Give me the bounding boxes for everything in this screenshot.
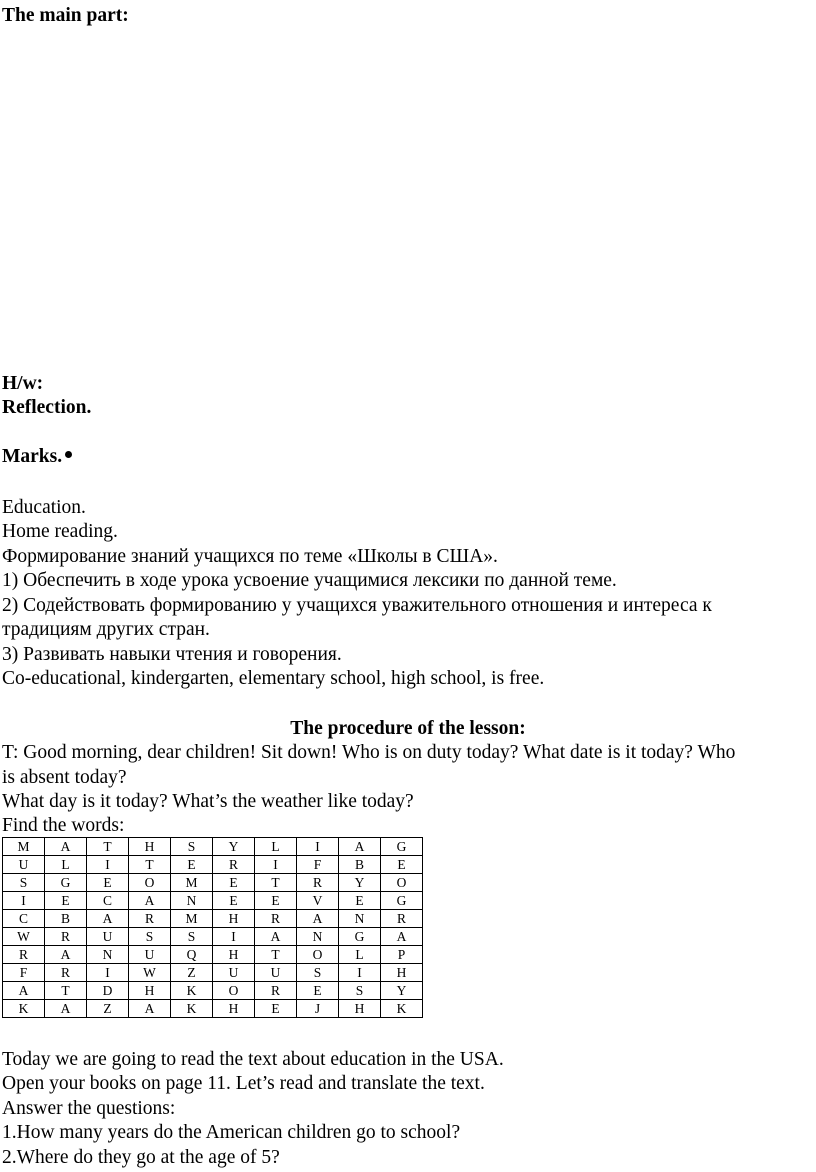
grid-cell: W bbox=[3, 928, 45, 946]
grid-cell: R bbox=[297, 874, 339, 892]
grid-row bbox=[3, 892, 423, 910]
grid-cell: Y bbox=[339, 874, 381, 892]
grid-cell: A bbox=[297, 910, 339, 928]
grid-cell: S bbox=[3, 874, 45, 892]
grid-cell: R bbox=[45, 964, 87, 982]
grid-cell: H bbox=[213, 946, 255, 964]
grid-cell: O bbox=[297, 946, 339, 964]
grid-row bbox=[3, 856, 423, 874]
grid-cell: C bbox=[3, 910, 45, 928]
grid-cell: I bbox=[339, 964, 381, 982]
grid-cell: R bbox=[3, 946, 45, 964]
grid-cell: G bbox=[381, 838, 423, 856]
grid-cell: A bbox=[45, 946, 87, 964]
grid-cell: D bbox=[87, 982, 129, 1000]
grid-row bbox=[3, 982, 423, 1000]
teacher-greeting-line: T: Good morning, dear children! Sit down! Who is on duty today? What date is it today? Who bbox=[2, 742, 736, 763]
open-books-line: Open your books on page 11. Let’s read and translate the text. bbox=[2, 1073, 485, 1094]
grid-row bbox=[3, 874, 423, 892]
marks-label: Marks. bbox=[2, 446, 63, 467]
grid-cell: B bbox=[45, 910, 87, 928]
grid-cell: S bbox=[171, 928, 213, 946]
grid-row bbox=[3, 946, 423, 964]
grid-cell: T bbox=[45, 982, 87, 1000]
grid-cell: A bbox=[3, 982, 45, 1000]
grid-cell: L bbox=[45, 856, 87, 874]
grid-cell: O bbox=[381, 874, 423, 892]
grid-cell: Q bbox=[171, 946, 213, 964]
teacher-greeting-continued-line: is absent today? bbox=[2, 767, 127, 788]
grid-cell: H bbox=[381, 964, 423, 982]
vocabulary-line: Co-educational, kindergarten, elementary school, high school, is free. bbox=[2, 668, 545, 689]
grid-row bbox=[3, 928, 423, 946]
grid-cell: A bbox=[381, 928, 423, 946]
education-line: Education. bbox=[2, 497, 86, 518]
grid-cell: Z bbox=[87, 1000, 129, 1018]
grid-cell: E bbox=[45, 892, 87, 910]
task-1-line: 1) Обеспечить в ходе урока усвоение учащимися лексики по данной теме. bbox=[2, 570, 617, 591]
find-words-label: Find the words: bbox=[2, 815, 125, 836]
main-part-heading: The main part: bbox=[2, 5, 129, 26]
grid-cell: I bbox=[213, 928, 255, 946]
grid-cell: T bbox=[255, 874, 297, 892]
grid-row bbox=[3, 838, 423, 856]
grid-cell: M bbox=[171, 910, 213, 928]
goal-line: Формирование знаний учащихся по теме «Школы в США». bbox=[2, 546, 498, 567]
grid-cell: R bbox=[45, 928, 87, 946]
grid-cell: K bbox=[171, 982, 213, 1000]
grid-cell: Z bbox=[171, 964, 213, 982]
grid-cell: N bbox=[297, 928, 339, 946]
grid-cell: S bbox=[297, 964, 339, 982]
grid-cell: O bbox=[129, 874, 171, 892]
grid-cell: K bbox=[3, 1000, 45, 1018]
grid-cell: A bbox=[129, 892, 171, 910]
grid-cell: R bbox=[129, 910, 171, 928]
grid-cell: C bbox=[87, 892, 129, 910]
grid-cell: U bbox=[213, 964, 255, 982]
grid-cell: K bbox=[171, 1000, 213, 1018]
grid-cell: W bbox=[129, 964, 171, 982]
grid-cell: E bbox=[255, 892, 297, 910]
grid-cell: Y bbox=[381, 982, 423, 1000]
grid-cell: E bbox=[87, 874, 129, 892]
grid-cell: A bbox=[255, 928, 297, 946]
grid-cell: M bbox=[171, 874, 213, 892]
grid-cell: E bbox=[339, 892, 381, 910]
grid-cell: H bbox=[129, 838, 171, 856]
question-2: 2.Where do they go at the age of 5? bbox=[2, 1147, 280, 1168]
grid-row bbox=[3, 1000, 423, 1018]
grid-cell: U bbox=[255, 964, 297, 982]
grid-cell: O bbox=[213, 982, 255, 1000]
marks-heading bbox=[2, 445, 72, 469]
grid-cell: A bbox=[87, 910, 129, 928]
grid-cell: R bbox=[255, 910, 297, 928]
grid-cell: K bbox=[381, 1000, 423, 1018]
grid-cell: V bbox=[297, 892, 339, 910]
grid-cell: A bbox=[45, 1000, 87, 1018]
procedure-heading: The procedure of the lesson: bbox=[290, 718, 526, 739]
grid-cell: U bbox=[129, 946, 171, 964]
grid-cell: I bbox=[87, 856, 129, 874]
home-reading-line: Home reading. bbox=[2, 521, 118, 542]
task-2-line: 2) Содействовать формированию у учащихся уважительного отношения и интереса к bbox=[2, 595, 712, 616]
grid-cell: N bbox=[339, 910, 381, 928]
grid-row bbox=[3, 964, 423, 982]
grid-cell: P bbox=[381, 946, 423, 964]
grid-cell: H bbox=[213, 1000, 255, 1018]
grid-cell: E bbox=[381, 856, 423, 874]
grid-cell: I bbox=[255, 856, 297, 874]
grid-cell: I bbox=[87, 964, 129, 982]
grid-cell: I bbox=[3, 892, 45, 910]
grid-cell: U bbox=[87, 928, 129, 946]
grid-cell: H bbox=[339, 1000, 381, 1018]
question-1: 1.How many years do the American children go to school? bbox=[2, 1122, 461, 1143]
task-3-line: 3) Развивать навыки чтения и говорения. bbox=[2, 644, 342, 665]
grid-cell: B bbox=[339, 856, 381, 874]
grid-cell: A bbox=[129, 1000, 171, 1018]
word-search-grid bbox=[2, 837, 423, 1018]
grid-cell: Y bbox=[213, 838, 255, 856]
grid-row bbox=[3, 910, 423, 928]
grid-cell: N bbox=[171, 892, 213, 910]
grid-cell: H bbox=[213, 910, 255, 928]
grid-cell: S bbox=[339, 982, 381, 1000]
grid-cell: F bbox=[297, 856, 339, 874]
grid-cell: A bbox=[339, 838, 381, 856]
grid-cell: J bbox=[297, 1000, 339, 1018]
grid-cell: T bbox=[129, 856, 171, 874]
grid-cell: E bbox=[213, 874, 255, 892]
homework-heading: H/w: bbox=[2, 373, 44, 394]
grid-cell: G bbox=[45, 874, 87, 892]
grid-cell: E bbox=[297, 982, 339, 1000]
grid-cell: T bbox=[87, 838, 129, 856]
bullet-icon bbox=[65, 451, 72, 458]
grid-cell: F bbox=[3, 964, 45, 982]
weather-question-line: What day is it today? What’s the weather like today? bbox=[2, 791, 414, 812]
grid-cell: R bbox=[255, 982, 297, 1000]
grid-cell: S bbox=[171, 838, 213, 856]
grid-cell: E bbox=[213, 892, 255, 910]
grid-cell: N bbox=[87, 946, 129, 964]
grid-cell: A bbox=[45, 838, 87, 856]
task-2-continued-line: традициям других стран. bbox=[2, 619, 210, 640]
today-reading-line: Today we are going to read the text about education in the USA. bbox=[2, 1049, 504, 1070]
grid-cell: U bbox=[3, 856, 45, 874]
grid-cell: I bbox=[297, 838, 339, 856]
grid-cell: L bbox=[255, 838, 297, 856]
grid-cell: R bbox=[213, 856, 255, 874]
grid-cell: G bbox=[339, 928, 381, 946]
grid-cell: T bbox=[255, 946, 297, 964]
reflection-heading: Reflection. bbox=[2, 397, 92, 418]
grid-cell: R bbox=[381, 910, 423, 928]
grid-cell: L bbox=[339, 946, 381, 964]
grid-cell: E bbox=[255, 1000, 297, 1018]
grid-cell: G bbox=[381, 892, 423, 910]
grid-cell: E bbox=[171, 856, 213, 874]
grid-cell: H bbox=[129, 982, 171, 1000]
grid-cell: M bbox=[3, 838, 45, 856]
answer-questions-label: Answer the questions: bbox=[2, 1098, 176, 1119]
grid-cell: S bbox=[129, 928, 171, 946]
